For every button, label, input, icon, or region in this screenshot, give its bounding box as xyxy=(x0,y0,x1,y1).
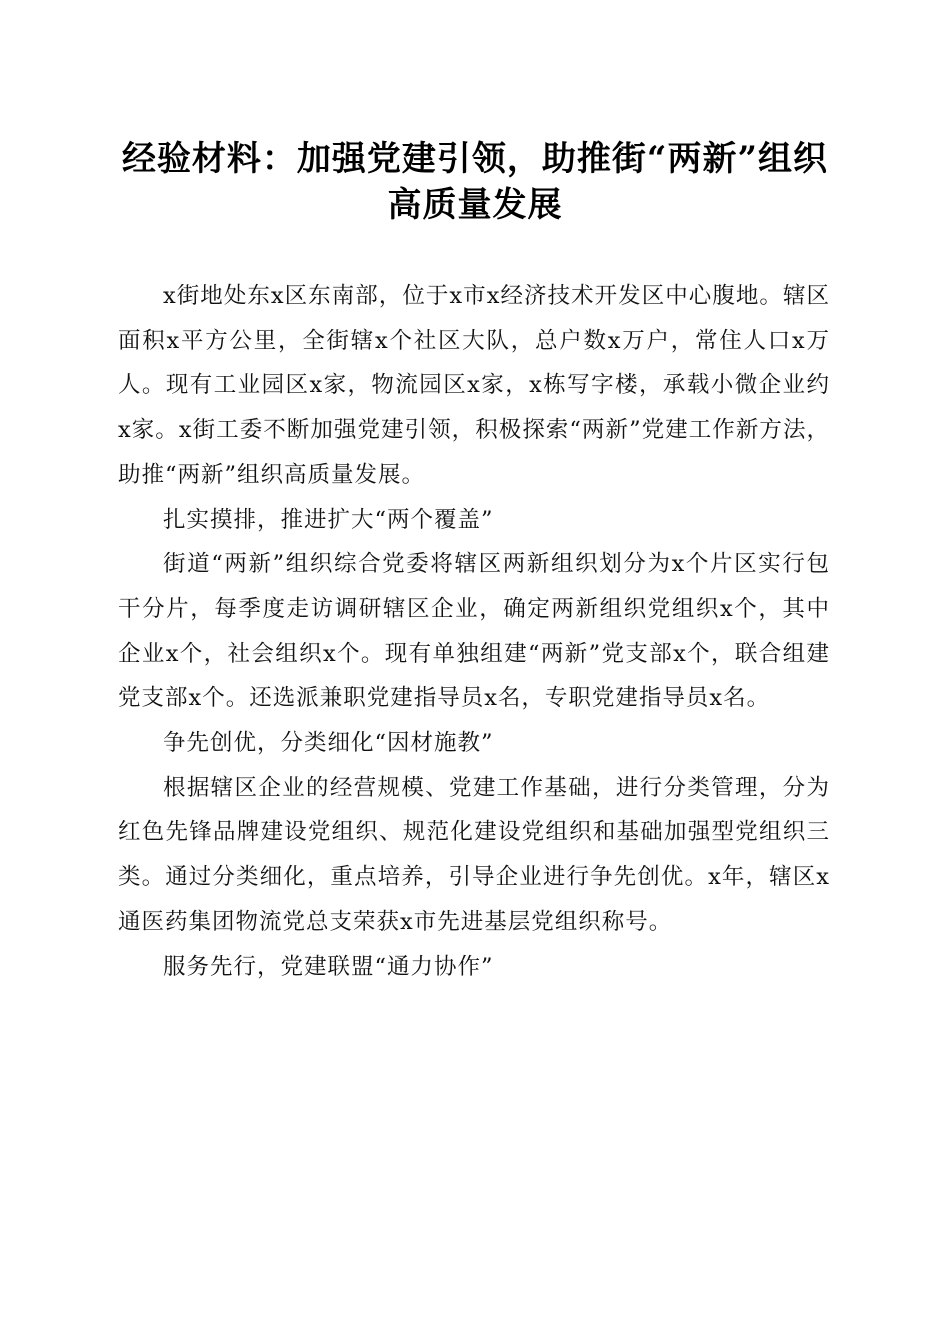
section-heading-service: 服务先行，党建联盟“通力协作” xyxy=(163,953,494,980)
document-body xyxy=(118,274,830,989)
section-paragraph-coverage: 街道“两新”组织综合党委将辖区两新组织划分为x个片区实行包干分片，每季度走访调研辖区企业，确定两新组织党组织x个，其中企业x个，社会组织x个。现有单独组建“两新”党支部x个，联合组建党支部x个。还选派兼职党建指导员x名，专职党建指导员x名。 xyxy=(118,551,830,712)
section-heading-coverage: 扎实摸排，推进扩大“两个覆盖” xyxy=(163,506,494,533)
section-heading-classification: 争先创优，分类细化“因材施教” xyxy=(163,730,494,757)
intro-paragraph: x街地处东x区东南部，位于x市x经济技术开发区中心腹地。辖区面积x平方公里，全街辖x个社区大队，总户数x万户，常住人口x万人。现有工业园区x家，物流园区x家，x栋写字楼，承载小微企业约x家。x街工委不断加强党建引领，积极探索“两新”党建工作新方法，助推“两新”组织高质量发展。 xyxy=(118,283,830,488)
section-paragraph-classification: 根据辖区企业的经营规模、党建工作基础，进行分类管理，分为红色先锋品牌建设党组织、规范化建设党组织和基础加强型党组织三类。通过分类细化，重点培养，引导企业进行争先创优。x年，辖区x通医药集团物流党总支荣获x市先进基层党组织称号。 xyxy=(118,774,830,935)
document-title: 经验材料：加强党建引领，助推街“两新”组织高质量发展 xyxy=(121,139,829,225)
